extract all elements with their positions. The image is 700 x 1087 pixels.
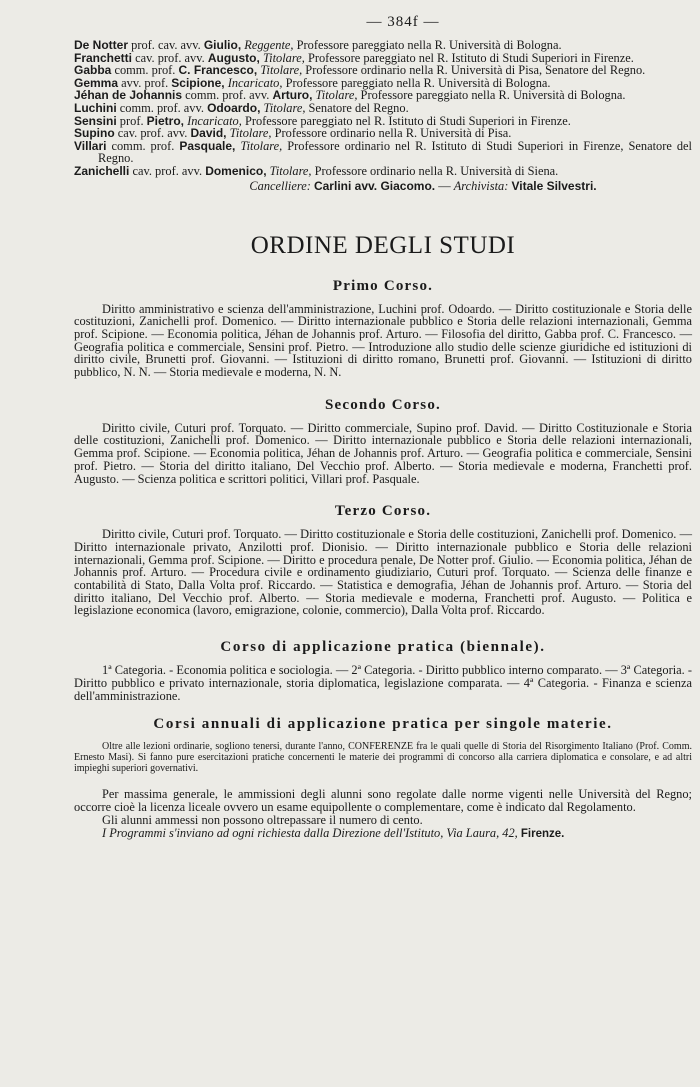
section-heading-applicazione: Corso di applicazione pratica (biennale). — [220, 639, 546, 656]
annuali-text: Oltre alle lezioni ordinarie, sogliono tenersi, durante l'anno, CONFERENZE fra le quali quelle di Storia del Risorgimento Italiano (Prof. Comm. Ernesto Masi). Si fanno pure esercitazioni pratiche concernenti le materie dei programmi di concorso alla carriera diplomatica e consolare, e ad altri impieghi superiori governativi. — [74, 741, 692, 775]
page-number: — 384f — — [366, 14, 440, 30]
faculty-list — [74, 39, 692, 178]
staff-line: Cancelliere: Carlini avv. Giacomo. — Archivista: Vitale Silvestri. — [249, 178, 597, 193]
section-heading-secondo: Secondo Corso. — [325, 396, 441, 413]
section-heading-terzo: Terzo Corso. — [334, 503, 432, 520]
course-text-primo: Diritto amministrativo e scienza dell'amministrazione, Luchini prof. Odoardo. — Diritto costituzionale e Storia delle costituzioni, Zanichelli prof. Domenico. — Diritto internazionale pubblico e Storia delle relazioni internazionali, Gemma prof. Scipione. — Economia politica, Jéhan de Johannis prof. Arturo. — Filosofia del diritto, Gabba prof. C. Francesco. — Geografia politica e commerciale, Sensini prof. Pietro. — Introduzione allo studio delle scienze giuridiche ed istituzioni di diritto civile, Brunetti prof. Giovanni. — Istituzioni di diritto romano, Brunetti prof. Giovanni. — Istituzioni di diritto pubblico, N. N. — Storia medievale e moderna, N. N. — [74, 301, 692, 380]
course-text-applicazione: 1ª Categoria. - Economia politica e sociologia. — 2ª Categoria. - Diritto pubblico interno comparato. — 3ª Categoria. - Diritto pubblico e privato internazionale, storia diplomatica, legislazione comparata. — 4ª Categoria. - Finanza e scienza dell'amministrazione. — [74, 663, 692, 703]
limit-note: Gli alunni ammessi non possono oltrepassare il numero di cento. — [102, 812, 423, 827]
faculty-entry: Gemma avv. prof. Scipione, Incaricato, Professore pareggiato nella R. Università di Bologna. — [74, 75, 551, 90]
section-heading-annuali: Corsi annuali di applicazione pratica per singole materie. — [153, 716, 613, 733]
faculty-entry: Gabba comm. prof. C. Francesco, Titolare, Professore ordinario nella R. Università di Pisa, Senatore del Regno. — [74, 63, 646, 78]
faculty-entry: De Notter prof. cav. avv. Giulio, Reggente, Professore pareggiato nella R. Università di Bologna. — [74, 38, 562, 52]
course-text-secondo: Diritto civile, Cuturi prof. Torquato. — Diritto commerciale, Supino prof. David. — Diritto Costituzionale e Storia delle costituzioni, Zanichelli prof. Domenico. — Diritto internazionale pubblico e Storia delle relazioni internazionali, Gemma prof. Scipione. — Economia politica, Jéhan de Johannis prof. Arturo. — Geografia politica e commerciale, Sensini prof. Pietro. — Storia del diritto italiano, Del Vecchio prof. Alberto. — Storia medievale e moderna, Franchetti prof. Augusto. — Scienza politica e scrittori politici, Villari prof. Pasquale. — [74, 420, 692, 486]
course-text-terzo: Diritto civile, Cuturi prof. Torquato. — Diritto costituzionale e Storia delle costituzioni, Zanichelli prof. Domenico. — Diritto internazionale privato, Anzilotti prof. Dionisio. — Diritto internazionale pubblico e Storia delle relazioni internazionali, Gemma prof. Scipione. — Diritto e procedura penale, De Notter prof. Giulio. — Economia politica, Jéhan de Johannis prof. Arturo. — Procedura civile e ordinamento giudiziario, Cuturi prof. Torquato. — Scienza delle finanze e contabilità di Stato, Dalla Volta prof. Riccardo. — Statistica e demografia, Jéhan de Johannis prof. Arturo. — Storia del diritto italiano, Del Vecchio prof. Alberto. — Storia medievale e moderna, Franchetti prof. Augusto. — Politica e legislazione economica (lavoro, emigrazione, colonie, commercio), Dalla Volta prof. Riccardo. — [74, 527, 692, 618]
faculty-entry: Sensini prof. Pietro, Incaricato, Professore pareggiato nel R. Istituto di Studi Superiori in Firenze. — [74, 113, 571, 128]
programs-note: I Programmi s'inviano ad ogni richiesta dalla Direzione dell'Istituto, Via Laura, 42, Firenze. — [102, 825, 565, 840]
section-heading-primo: Primo Corso. — [332, 277, 434, 294]
page-title: ORDINE DEGLI STUDI — [250, 231, 516, 259]
faculty-entry: Zanichelli cav. prof. avv. Domenico, Titolare, Professore ordinario nella R. Università di Siena. — [74, 163, 559, 178]
faculty-entry: Villari comm. prof. Pasquale, Titolare, Professore ordinario nel R. Istituto di Studi Superiori in Firenze, Senatore del Regno. — [74, 138, 692, 166]
faculty-entry: Supino cav. prof. avv. David, Titolare, Professore ordinario nella R. Università di Pisa. — [74, 126, 512, 141]
faculty-entry: Jéhan de Johannis comm. prof. avv. Arturo, Titolare, Professore pareggiato nella R. Università di Bologna. — [74, 88, 626, 103]
admission-note: Per massima generale, le ammissioni degli alunni sono regolate dalle norme vigenti nelle Università del Regno; occorre cioè la licenza liceale ovvero un esame equipollente o complementare, come è indicato dal Regolamento. — [74, 787, 692, 815]
faculty-entry: Luchini comm. prof. avv. Odoardo, Titolare, Senatore del Regno. — [74, 100, 409, 115]
faculty-entry: Franchetti cav. prof. avv. Augusto, Titolare, Professore pareggiato nel R. Istituto di Studi Superiori in Firenze. — [74, 50, 634, 65]
